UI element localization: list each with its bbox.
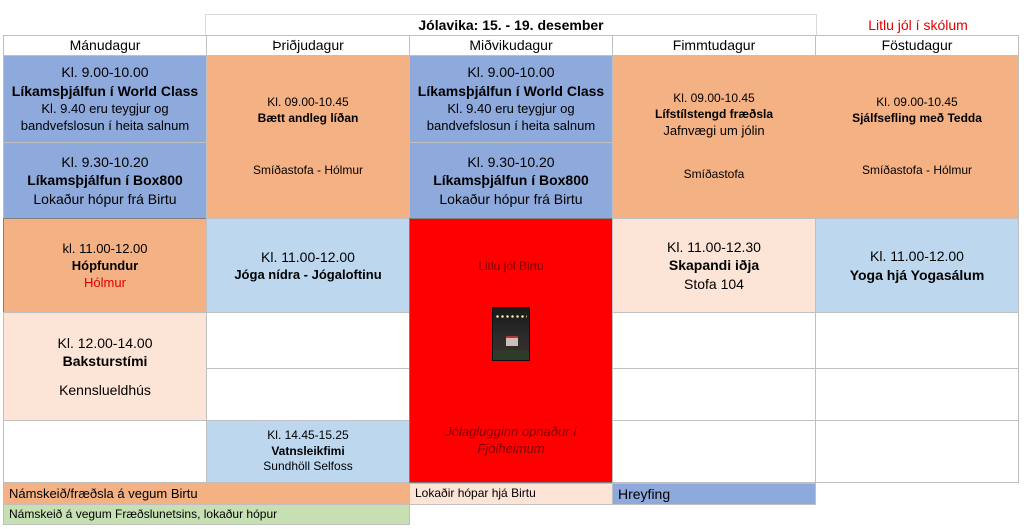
wed-box800-time: Kl. 9.30-10.20 xyxy=(467,153,555,170)
thu-creative-activity-place: Stofa 104 xyxy=(684,275,744,292)
mon-group-meeting-place: Hólmur xyxy=(84,275,126,291)
school-christmas-note xyxy=(816,14,1020,36)
thu-lifestyle-education-place: Smíðastofa xyxy=(683,167,745,182)
mon-box800-note: Lokaður hópur frá Birtu xyxy=(33,190,177,207)
tue-aqua-aerobics-title: Vatnsleikfimi xyxy=(271,443,345,458)
legend-birtu-courses xyxy=(3,483,410,505)
tue-yoga-nidra-title: Jóga nídra - Jógaloftinu xyxy=(234,267,382,283)
thu-lifestyle-education-title: Lífstílstengd fræðsla xyxy=(654,106,773,121)
mon-baking-place: Kennslueldhús xyxy=(59,381,151,398)
legend-movement xyxy=(612,483,816,505)
day-header-friday xyxy=(815,35,1019,56)
mon-group-meeting-title: Hópfundur xyxy=(71,257,139,273)
mon-empty-afternoon xyxy=(3,420,207,483)
mon-group-meeting[interactable] xyxy=(3,218,207,313)
mon-baking-time: Kl. 12.00-14.00 xyxy=(57,334,153,351)
tue-mental-wellbeing-place: Smíðastofa - Hólmur xyxy=(252,162,364,177)
thu-lifestyle-education-time: Kl. 09.00-10.45 xyxy=(673,90,755,105)
wed-world-class-time: Kl. 9.00-10.00 xyxy=(467,64,555,81)
header-blank xyxy=(0,14,205,35)
mon-world-class-line1: Kl. 9.40 eru teygjur og xyxy=(41,101,169,117)
legend-closed-groups-text: Lokaðir hópar hjá Birtu xyxy=(415,486,536,501)
wed-box800[interactable] xyxy=(409,142,613,219)
day-wednesday-label: Miðvikudagur xyxy=(469,37,553,54)
fri-self-empowerment-title: Sjálfsefling með Tedda xyxy=(852,111,982,126)
day-header-wednesday xyxy=(409,35,613,56)
wed-christmas-party[interactable] xyxy=(409,218,613,483)
wed-window-line2: Fjölheimum xyxy=(477,440,545,456)
photo-base xyxy=(493,350,529,360)
tue-aqua-aerobics-time: Kl. 14.45-15.25 xyxy=(267,427,349,442)
mon-baking[interactable] xyxy=(3,312,207,421)
wed-world-class-line1: Kl. 9.40 eru teygjur og xyxy=(447,101,575,117)
mon-world-class-line2: bandvefslosun í heita salnum xyxy=(20,118,190,134)
tue-yoga-nidra-time: Kl. 11.00-12.00 xyxy=(261,248,355,265)
tue-mental-wellbeing-time: Kl. 09.00-10.45 xyxy=(267,95,349,110)
week-title xyxy=(205,14,817,36)
wed-christmas-party-title: Litlu jól Birtu xyxy=(478,259,544,273)
legend-closed-groups xyxy=(409,483,613,505)
thu-creative-activity-time: Kl. 11.00-12.30 xyxy=(667,238,761,255)
wed-world-class-title: Líkamsþjálfun í World Class xyxy=(417,82,605,99)
day-header-thursday xyxy=(612,35,816,56)
gift-icon xyxy=(506,336,518,346)
day-thursday-label: Fimmtudagur xyxy=(672,37,756,54)
wed-world-class-line2: bandvefslosun í heita salnum xyxy=(426,118,596,134)
thu-empty-2 xyxy=(612,368,816,421)
day-header-monday xyxy=(3,35,207,56)
tue-aqua-aerobics-place: Sundhöll Selfoss xyxy=(263,459,353,474)
legend-movement-text: Hreyfing xyxy=(618,485,671,502)
fri-empty-2 xyxy=(815,368,1019,421)
tue-empty-2 xyxy=(206,368,410,421)
tue-mental-wellbeing-title: Bætt andleg líðan xyxy=(257,111,359,126)
legend-fraedslunet-text: Námskeið á vegum Fræðslunetsins, lokaður hópur xyxy=(9,506,278,521)
mon-world-class-time: Kl. 9.00-10.00 xyxy=(61,64,149,81)
christmas-photo xyxy=(492,307,530,361)
day-tuesday-label: Þriðjudagur xyxy=(272,37,344,54)
thu-empty-3 xyxy=(612,420,816,483)
fri-yoga-time: Kl. 11.00-12.00 xyxy=(870,248,964,265)
thu-lifestyle-education[interactable] xyxy=(612,55,816,219)
fri-yoga[interactable] xyxy=(815,218,1019,313)
christmas-lights-icon xyxy=(495,314,527,320)
tue-aqua-aerobics[interactable] xyxy=(206,420,410,483)
wed-world-class[interactable] xyxy=(409,55,613,143)
tue-yoga-nidra[interactable] xyxy=(206,218,410,313)
wed-box800-note: Lokaður hópur frá Birtu xyxy=(439,190,583,207)
fri-empty-1 xyxy=(815,312,1019,369)
fri-self-empowerment[interactable] xyxy=(815,55,1019,219)
legend-birtu-courses-text: Námskeið/fræðsla á vegum Birtu xyxy=(9,486,198,502)
mon-baking-title: Baksturstími xyxy=(62,353,148,370)
mon-world-class[interactable] xyxy=(3,55,207,143)
wed-box800-title: Líkamsþjálfun í Box800 xyxy=(433,172,589,189)
thu-creative-activity-title: Skapandi iðja xyxy=(668,257,760,274)
tue-empty-1 xyxy=(206,312,410,369)
fri-self-empowerment-time: Kl. 09.00-10.45 xyxy=(876,95,958,110)
school-christmas-note-text: Litlu jól í skólum xyxy=(868,16,968,33)
fri-self-empowerment-place: Smíðastofa - Hólmur xyxy=(861,162,973,177)
thu-creative-activity[interactable] xyxy=(612,218,816,313)
mon-box800-title: Líkamsþjálfun í Box800 xyxy=(27,172,183,189)
thu-lifestyle-education-sub: Jafnvægi um jólin xyxy=(663,123,765,139)
wed-window-line1: Jólaglugginn opnaður í xyxy=(445,423,577,439)
fri-empty-3 xyxy=(815,420,1019,483)
day-monday-label: Mánudagur xyxy=(69,37,141,54)
fri-yoga-title: Yoga hjá Yogasálum xyxy=(849,266,985,283)
mon-group-meeting-time: kl. 11.00-12.00 xyxy=(62,240,148,256)
legend-fraedslunet xyxy=(3,504,410,525)
thu-empty-1 xyxy=(612,312,816,369)
mon-box800-time: Kl. 9.30-10.20 xyxy=(61,153,149,170)
mon-world-class-title: Líkamsþjálfun í World Class xyxy=(11,82,199,99)
tue-mental-wellbeing[interactable] xyxy=(206,55,410,219)
day-header-tuesday xyxy=(206,35,410,56)
mon-box800[interactable] xyxy=(3,142,207,219)
day-friday-label: Föstudagur xyxy=(881,37,953,54)
week-title-text: Jólavika: 15. - 19. desember xyxy=(418,16,604,33)
